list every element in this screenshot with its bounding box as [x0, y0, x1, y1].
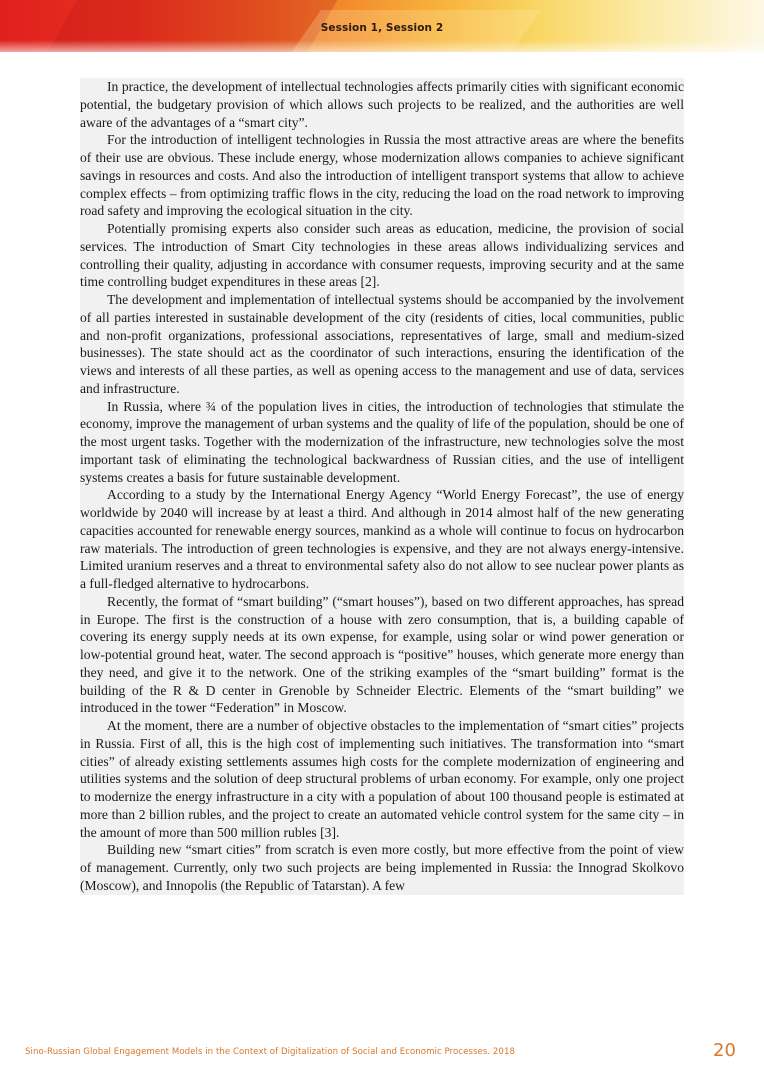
paragraph: Potentially promising experts also consider such areas as education, medicine, the provision of social services. The introduction of Smart City technologies in these areas allows individualizing services and controlling their quality, adjusting in accordance with consumer requests, improving security and at the same time controlling budget expenditures in these areas [2]. [80, 221, 684, 290]
paragraph: In practice, the development of intellectual technologies affects primarily cities with significant economic potential, the budgetary provision of which allows such projects to be realized, and the authorities are well aware of the advantages of a “smart city”. [80, 79, 684, 130]
body-text [80, 78, 684, 895]
footer-running-title: Sino-Russian Global Engagement Models in the Context of Digitalization of Social and Economic Processes. 2018 [25, 1047, 515, 1057]
session-title: Session 1, Session 2 [320, 22, 444, 34]
paragraph: At the moment, there are a number of objective obstacles to the implementation of “smart cities” projects in Russia. First of all, this is the high cost of implementing such initiatives. The transformation into “smart cities” of already existing settlements assumes high costs for the complete modernization of engineering and utilities systems and the solution of deep structural problems of urban economy. For example, only one project to modernize the energy infrastructure in a city with a population of about 100 thousand people is estimated at more than 2 billion rubles, and the project to create an automated vehicle control system for the same city – in the amount of more than 500 million rubles [3]. [80, 718, 684, 840]
header-banner [0, 0, 764, 52]
page-number: 20 [713, 1040, 736, 1061]
header-fade [0, 40, 764, 52]
paragraph: Building new “smart cities” from scratch is even more costly, but more effective from the point of view of management. Currently, only two such projects are being implemented in Russia: the Innograd Skolkovo (Moscow), and Innopolis (the Republic of Tatarstan). A few [80, 842, 684, 893]
paragraph: According to a study by the International Energy Agency “World Energy Forecast”, the use of energy worldwide by 2040 will increase by at least a third. And although in 2014 almost half of the new generating capacities accounted for renewable energy sources, mankind as a whole will continue to focus on hydrocarbon raw materials. The introduction of green technologies is expensive, and they are not always energy-intensive. Limited uranium reserves and a threat to environmental safety also do not allow to see nuclear power plants as a full-fledged alternative to hydrocarbons. [80, 487, 684, 591]
paragraph: The development and implementation of intellectual systems should be accompanied by the involvement of all parties interested in sustainable development of the city (residents of cities, local communities, public and non-profit organizations, professional associations, representatives of large, small and medium-sized businesses). The state should act as the coordinator of such interactions, ensuring the identification of the views and interests of all these parties, as well as opening access to the management and use of data, services and infrastructure. [80, 292, 684, 396]
paragraph: For the introduction of intelligent technologies in Russia the most attractive areas are where the benefits of their use are obvious. These include energy, whose modernization allows companies to achieve significant savings in resources and costs. And also the introduction of intelligent transport systems that allow to achieve complex effects – from optimizing traffic flows in the city, reducing the load on the road network to improving road safety and improving the ecological situation in the city. [80, 132, 684, 219]
paragraph: Recently, the format of “smart building” (“smart houses”), based on two different approaches, has spread in Europe. The first is the construction of a house with zero consumption, that is, a building capable of covering its energy supply needs at its own expense, for example, using solar or wind power generation or low-potential ground heat, water. The second approach is “positive” houses, which generate more energy than they need, and give it to the network. One of the striking examples of the “smart building” format is the building of the R & D center in Grenoble by Schneider Electric. Elements of the “smart building” we introduced in the tower “Federation” in Moscow. [80, 593, 684, 716]
paragraph: In Russia, where ¾ of the population lives in cities, the introduction of technologies that stimulate the economy, improve the management of urban systems and the quality of life of the population, should be one of the most urgent tasks. Together with the modernization of the infrastructure, new technologies solve the most important task of eliminating the technological backwardness of Russian cities, and the use of intelligent systems creates a basis for future sustainable development. [80, 398, 684, 485]
